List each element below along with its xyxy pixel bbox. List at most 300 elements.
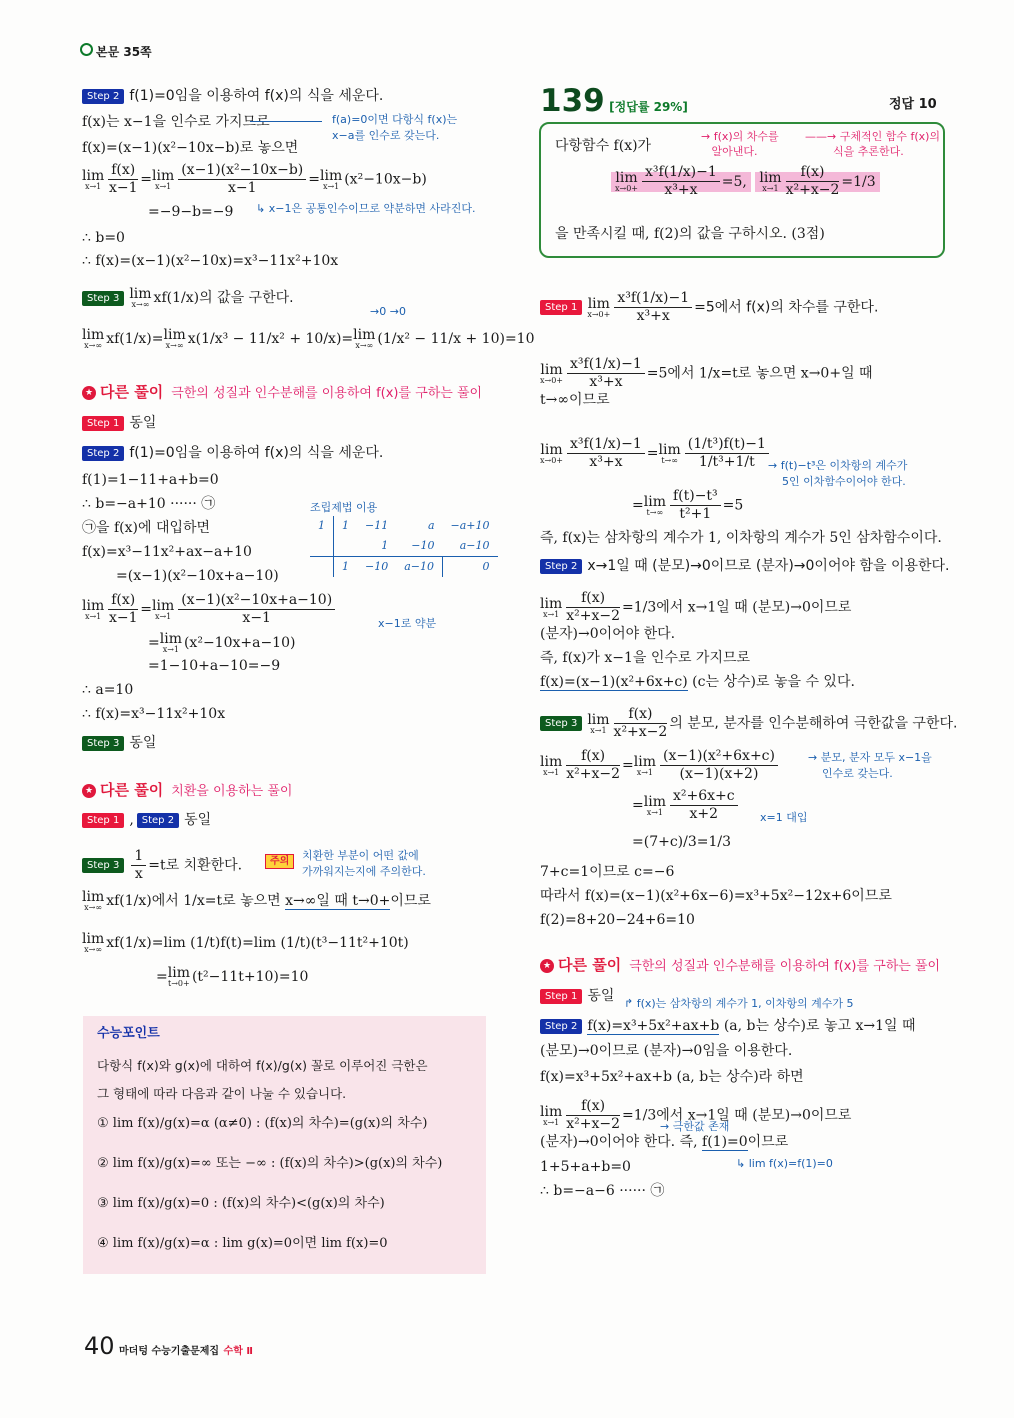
lim-sub: x→∞ [84,945,103,954]
line [540,1132,788,1152]
den: x²+x−2 [566,766,621,782]
note-text: 인수로 갖는다. [822,767,893,780]
line: ∴ b=−a−6 ······ ㉠ [540,1183,665,1199]
fraction [614,706,668,741]
synthetic-division-row [310,557,498,578]
step1-line [82,413,156,433]
expr: (t²−11t+10)=10 [191,969,309,985]
note-text: 5인 이차함수이어야 한다. [782,475,906,488]
lim-text: lim [643,793,666,810]
lim [152,169,174,191]
line: f(2)=8+20−24+6=10 [540,912,695,928]
note: → 극한값 존재 [660,1120,730,1133]
lim [759,171,781,193]
equation: lim x→1 $\frac{f(x)}{x-1}$ = lim x→1 $\frac{\text{(x−1)(x²−10x+a−10)}}{x-1}$ [82,592,337,627]
num: f(x) [566,590,620,608]
tip-item: ④ lim f(x)/g(x)=α : lim g(x)=0이면 lim f(x)=0 [97,1236,388,1251]
step2-badge: Step 2 [82,446,124,461]
alt-solution-heading [540,955,940,977]
problem-box [539,122,945,258]
step2-line [82,443,383,463]
lim [82,932,104,954]
tip-box [83,1016,486,1274]
lim [615,171,638,193]
note-text: 극한값 존재 [672,1120,730,1133]
line: 7+c=1이므로 c=−6 [540,864,675,880]
tends-to-zero-labels: →0 →0 [370,305,406,318]
step1-heading [540,290,878,325]
correct-rate: [정답률 29%] [609,100,688,114]
num: 1 [131,848,146,866]
star-icon: ★ [82,386,96,400]
zero-label: 0 [379,305,387,318]
problem-text: 다항함수 f(x)가 [555,138,652,154]
annotation: ——→ 구체적인 함수 f(x)의 식을 추론한다. [805,130,941,158]
synthetic-division-cell: 1 [342,519,349,532]
synthetic-division-cell: a [427,519,435,532]
cancel-note: x−1로 약분 [378,617,437,630]
lim-sub: x→1 [590,725,607,735]
fraction [178,162,306,197]
note [302,848,426,880]
equation: = lim x→1 (x²−10x+a−10) [148,631,296,654]
line: =−9−b=−9 [148,204,234,220]
synthetic-division-cell: −11 [365,519,389,532]
num: f(x) [108,162,138,180]
note-text: f(t)−t³은 이차항의 계수가 [780,459,908,472]
lim-sub: t→∞ [661,455,678,465]
alt-title: 다른 풀이 [558,956,622,974]
lim-text: lim [633,753,656,770]
note: → 분모, 분자 모두 x−1을 인수로 갖는다. [808,751,932,780]
same-text: 동일 [129,735,157,751]
line: ∴ a=10 [82,682,134,698]
synthetic-division-cell [310,557,334,578]
step2-title: f(1)=0임을 이용하여 f(x)의 식을 세운다. [129,88,384,104]
den: x−1 [227,180,257,196]
fraction [670,488,721,523]
synthetic-division [310,516,498,577]
synthetic-division-cell [310,536,334,557]
lim-text: lim [587,295,610,312]
equation [82,932,409,954]
note: ↳ x−1은 공통인수이므로 약분하면 사라진다. [256,202,476,215]
caution-badge: 주의 [265,854,294,869]
alt-desc: 극한의 성질과 인수분해를 이용하여 f(x)를 구하는 풀이 [171,386,483,401]
expr: =1/3에서 x→1일 때 (분모)→0이므로 [622,1107,852,1124]
line: 즉, f(x)가 x−1을 인수로 가지므로 [540,650,751,666]
step3-title: 의 분모, 분자를 인수분해하여 극한값을 구한다. [669,715,958,732]
note-text: f(x)는 삼차항의 계수가 1, 이차항의 계수가 5 [636,997,854,1010]
annotation-text: 알아낸다. [711,145,758,158]
lim-sub: x→1 [162,645,179,654]
synthetic-division-cell: 1 [334,557,358,578]
num: x³f(1/x)−1 [567,356,645,374]
expr: (a, b는 상수)로 놓고 x→1일 때 [719,1018,916,1034]
annotation-text: 식을 추론한다. [832,145,904,158]
lim [644,795,666,817]
equation: lim x→0+ $\frac{\text{x³f(1/x)−1}}{\text{x³+x}}$ = lim t→∞ $\frac{\text{(1/t³)f(t)−1}}{\text{1/t³+1/t}}$ [540,436,771,471]
fraction [108,162,138,197]
lim [82,169,104,191]
step3-badge: Step 3 [82,858,124,873]
lim [152,599,174,621]
fraction [566,748,620,783]
lim-text: lim [151,597,175,614]
lim-text: lim [129,286,152,302]
num: x³f(1/x)−1 [642,164,720,182]
lim-text: lim [167,965,190,981]
note: → f(t)−t³은 이차항의 계수가 5인 이차함수이어야 한다. [768,459,908,488]
lim [659,443,681,465]
underlined-expr: f(1)=0 [702,1134,748,1150]
line: ∴ f(x)=(x−1)(x²−10x)=x³−11x²+10x [82,253,339,269]
lim-text: lim [353,327,376,343]
step3-badge: Step 3 [82,736,124,751]
synthetic-division-cell: a−10 [396,557,442,578]
step1-title: =5에서 f(x)의 차수를 구한다. [694,299,879,316]
problem-text: 을 만족시킬 때, f(2)의 값을 구하시오. (3점) [555,226,825,242]
lim-sub: x→1 [762,183,779,193]
equation [82,328,535,350]
step3-badge: Step 3 [540,716,582,731]
line: f(1)=1−11+a+b=0 [82,472,219,488]
expr: xf(1/x)=lim (1/t)f(t)=lim (1/t)(t³−11t²+10t) [106,935,409,951]
num: x²+6x+c [670,788,738,806]
den: x²+x−2 [566,608,621,624]
synthetic-division-row [310,536,498,557]
alt-desc: 치환을 이용하는 풀이 [171,784,293,799]
lim-sub: x→0+ [540,455,564,465]
steps-line: Step 1 , Step 2 동일 [82,810,211,830]
synthetic-division-cell [334,536,358,557]
num: f(x) [614,706,668,724]
step1-badge: Step 1 [82,416,124,431]
lim [129,287,151,309]
step3-title: 의 값을 구한다. [199,290,294,306]
problem-header [540,84,688,124]
expr: =1/3에서 x→1일 때 (분모)→0이므로 [622,599,852,616]
line: f(x)는 x−1을 인수로 가지므로 [82,114,270,130]
answer: 정답 10 [889,97,937,112]
star-icon: ★ [82,784,96,798]
lim-sub: x→1 [542,1117,560,1127]
den: x²+x−2 [566,1116,621,1132]
equation: = lim x→1 $\frac{\text{x²+6x+c}}{x+2}$ [632,788,740,823]
line: =(x−1)(x²−10x+a−10) [116,568,279,584]
den: x+2 [689,806,719,822]
fraction [670,788,738,823]
highlight [755,164,879,198]
num: (x−1)(x²+6x+c) [660,748,778,766]
lim [82,890,104,912]
lim [587,297,610,319]
same-text: 동일 [184,812,212,828]
bullet-icon [80,43,93,56]
note-text: 가까워지는지에 주의한다. [302,865,426,878]
den: (x−1)(x+2) [679,766,759,782]
note-text: x−a를 인수로 갖는다. [332,129,440,142]
same-text: 동일 [587,988,615,1004]
lim [160,632,182,654]
den: x−1 [108,610,138,626]
lim [164,328,186,350]
tip-item: ② lim f(x)/g(x)=∞ 또는 −∞ : (f(x)의 차수)>(g(x)의 차수) [97,1156,443,1171]
lim [540,363,563,385]
lim-text: lim [82,931,105,947]
fraction [567,436,645,471]
step3-line [82,848,242,883]
lim-sub: x→∞ [84,903,103,912]
step1-badge: Step 1 [540,989,582,1004]
den: x³+x [589,374,623,390]
lim-text: lim [540,441,563,458]
line: f(x)=(x−1)(x²−10x−b)로 놓으면 [82,140,299,156]
den: x³+x [636,308,670,324]
fraction [566,590,620,625]
fraction [642,164,720,199]
lim-text: lim [540,1103,563,1120]
expr: 이므로 [390,893,431,909]
step2-heading [82,86,383,106]
expr: =1/3 [841,173,876,190]
step2-heading [540,556,950,576]
expr: x(1/x³ − 11/x² + 10/x)= [187,331,354,347]
fraction [567,356,645,391]
den: x²+x−2 [613,724,668,740]
footer [84,1332,253,1366]
lim-sub: t→∞ [646,507,664,517]
synthetic-division-cell: a−10 [459,539,490,552]
lim-sub: x→1 [84,181,102,191]
expr: 이므로 [747,1134,789,1150]
expr: (c는 상수)로 놓을 수 있다. [687,674,855,690]
tip-title: 수능포인트 [97,1026,160,1041]
alt-title: 다른 풀이 [100,383,164,401]
synthetic-division-row [310,516,498,536]
lim [82,328,104,350]
line: t→∞이므로 [540,392,610,408]
book-title: 마더텅 수능기출문제집 [119,1346,220,1357]
lim-text: lim [82,167,105,184]
fraction [566,1098,620,1133]
num: f(x) [786,164,840,182]
num: (x−1)(x²−10x−b) [178,162,306,180]
lim-text: lim [587,711,610,728]
num: x³f(1/x)−1 [614,290,692,308]
equation [540,590,851,625]
lim-sub: x→1 [154,611,172,621]
fraction [108,592,138,627]
lim-text: lim [159,631,182,647]
tip-item: ③ lim f(x)/g(x)=0 : (f(x)의 차수)<(g(x)의 차수) [97,1196,385,1211]
step2-title: x→1일 때 (분모)→0이므로 (분자)→0이어야 함을 이용한다. [587,558,950,574]
lim-text: lim [540,361,563,378]
line: f(x)=x³+5x²+ax+b (a, b는 상수)라 하면 [540,1069,804,1085]
line: f(x)=x³−11x²+ax−a+10 [82,544,252,560]
star-icon: ★ [540,959,554,973]
annotation-text: f(x)의 차수를 [713,130,779,143]
lim-text: lim [319,167,343,184]
lim-sub: x→1 [542,609,560,619]
step2-title: f(1)=0임을 이용하여 f(x)의 식을 세운다. [129,445,384,461]
lim [634,755,656,777]
conclusion: 즉, f(x)는 삼차항의 계수가 1, 이차항의 계수가 5인 삼차함수이다. [540,530,942,546]
subject: 수학 Ⅱ [223,1346,253,1357]
note-text: 분모, 분자 모두 x−1을 [820,751,932,764]
line: ∴ f(x)=x³−11x²+10x [82,706,226,722]
equation: = lim t→∞ $\frac{\text{f(t)−t³}}{\text{t²+1}}$ =5 [632,488,744,522]
expr: (x²−10x+a−10) [183,635,296,651]
lim-sub: x→∞ [131,300,150,309]
expr: xf(1/x)= [106,331,164,347]
alt-solution-heading [82,780,292,802]
lim-sub: x→∞ [355,341,374,350]
step2-line [540,1016,915,1036]
line: =(7+c)/3=1/3 [632,834,732,850]
step2-badge: Step 2 [82,89,124,104]
condition-eq [611,164,880,199]
num: f(x) [566,1098,620,1116]
tip-text: 그 형태에 따라 다음과 같이 나눌 수 있습니다. [97,1086,347,1101]
lim-sub: x→1 [322,181,340,191]
underlined-expr: f(x)=(x−1)(x²+6x+c) [540,674,688,690]
lim [320,169,342,191]
synthetic-division-cell: 1 [381,539,389,552]
alt-title: 다른 풀이 [100,781,164,799]
lim [540,443,563,465]
step3-heading [540,706,957,741]
equation [540,356,873,391]
lim-sub: x→0+ [540,375,564,385]
den: x−1 [242,610,271,626]
lim-sub: t→0+ [167,979,190,988]
expr: (분자)→0이어야 한다. 즉, [540,1134,703,1150]
num: (1/t³)f(t)−1 [685,436,769,454]
lim-sub: x→0+ [587,309,611,319]
problem-number: 139 [540,83,605,119]
equation [82,890,431,912]
underlined-expr: f(x)=x³+5x²+ax+b [587,1018,720,1034]
lim [168,966,190,988]
expr: =5 [722,497,744,514]
step3-title: =t로 치환한다. [148,857,243,874]
num: (x−1)(x²−10x+a−10) [178,592,335,610]
synthetic-division-cell: −10 [357,557,396,578]
lim [540,597,562,619]
fraction [660,748,778,783]
lim-text: lim [658,441,681,458]
den: t²+1 [679,506,712,522]
highlight [611,164,751,198]
lim-sub: x→∞ [84,341,103,350]
lim-sub: x→0+ [615,183,639,193]
substitute-note: x=1 대입 [760,811,808,824]
alt-solution-heading [82,382,482,404]
fraction [786,164,840,199]
lim-text: lim [615,169,638,186]
lim [82,599,104,621]
step3-line [82,733,156,753]
note-text: f(a)=0이면 다항식 f(x)는 [332,113,458,126]
note-text: lim f(x)=f(1)=0 [748,1157,833,1170]
step1-line [540,986,614,1006]
lim-sub: x→1 [636,767,654,777]
equation: lim x→1 $\frac{f(x)}{x-1}$ = lim x→1 $\frac{\text{(x−1)(x²−10x−b)}}{x-1}$ = lim x→1 (x²−10x−b) [82,162,427,196]
expr: xf(1/x)에서 1/x=t로 놓으면 [106,893,286,909]
lim-text: lim [163,327,186,343]
section-ref-text: 본문 35쪽 [96,45,152,59]
den: 1/t³+1/t [698,454,755,470]
lim-text: lim [82,327,105,343]
step2-badge: Step 2 [540,1019,582,1034]
section-ref [80,42,152,62]
num: f(x) [108,592,138,610]
underlined-expr: x→∞일 때 t→0+ [285,893,391,909]
lim [644,495,666,517]
lim-text: lim [540,753,563,770]
step3-heading [82,287,294,309]
caution [265,850,294,872]
lim-text: lim [82,889,105,905]
lim-text: lim [759,169,782,186]
lim-sub: x→1 [154,181,172,191]
expr: =5, [721,173,747,190]
lim [353,328,375,350]
synthetic-division-table [310,516,498,577]
same-text: 동일 [129,415,157,431]
num: f(x) [566,748,620,766]
arrow-line [250,121,322,122]
num: f(t)−t³ [670,488,721,506]
lim-text: lim [643,493,666,510]
synthetic-division-cell: 0 [443,557,498,578]
den: x [134,866,143,882]
den: x−1 [108,180,138,196]
lim-text: lim [540,595,563,612]
expr: (1/x² − 11/x + 10)=10 [377,331,535,347]
step1-badge: Step 1 [540,300,582,315]
note: ↳ lim f(x)=f(1)=0 [736,1157,833,1170]
line: 1+5+a+b=0 [540,1159,631,1175]
step3-badge: Step 3 [82,291,124,306]
step2-badge: Step 2 [540,559,582,574]
line: (분모)→0이므로 (분자)→0임을 이용한다. [540,1043,793,1059]
den: x³+x [664,182,698,198]
page-number: 40 [84,1332,115,1360]
line [540,672,855,692]
line: (분자)→0이어야 한다. [540,626,676,642]
lim-text: lim [151,167,175,184]
line: ∴ b=−a+10 ······ ㉠ [82,496,216,512]
line: 따라서 f(x)=(x−1)(x²+6x−6)=x³+5x²−12x+6이므로 [540,888,892,904]
synthetic-division-label: 조립제법 이용 [310,501,378,514]
lim [587,713,609,735]
equation: lim x→1 $\frac{f(x)}{\text{x²+x−2}}$ = lim x→1 $\frac{\text{(x−1)(x²+6x+c)}}{(x-1)(x+2)}$ [540,748,780,783]
fraction [685,436,769,471]
step1-badge: Step 1 [82,813,124,828]
alt-desc: 극한의 성질과 인수분해를 이용하여 f(x)를 구하는 풀이 [629,959,941,974]
num: x³f(1/x)−1 [567,436,645,454]
expr: =5에서 1/x=t로 놓으면 x→0+일 때 [646,365,873,382]
synthetic-division-cell: −10 [411,539,435,552]
den: x³+x [589,454,623,470]
den: x²+x−2 [785,182,840,198]
line: ∴ b=0 [82,230,125,246]
synthetic-division-cell: 1 [310,516,334,536]
fraction [614,290,692,325]
annotation-text: 구체적인 함수 f(x)의 [839,130,941,143]
